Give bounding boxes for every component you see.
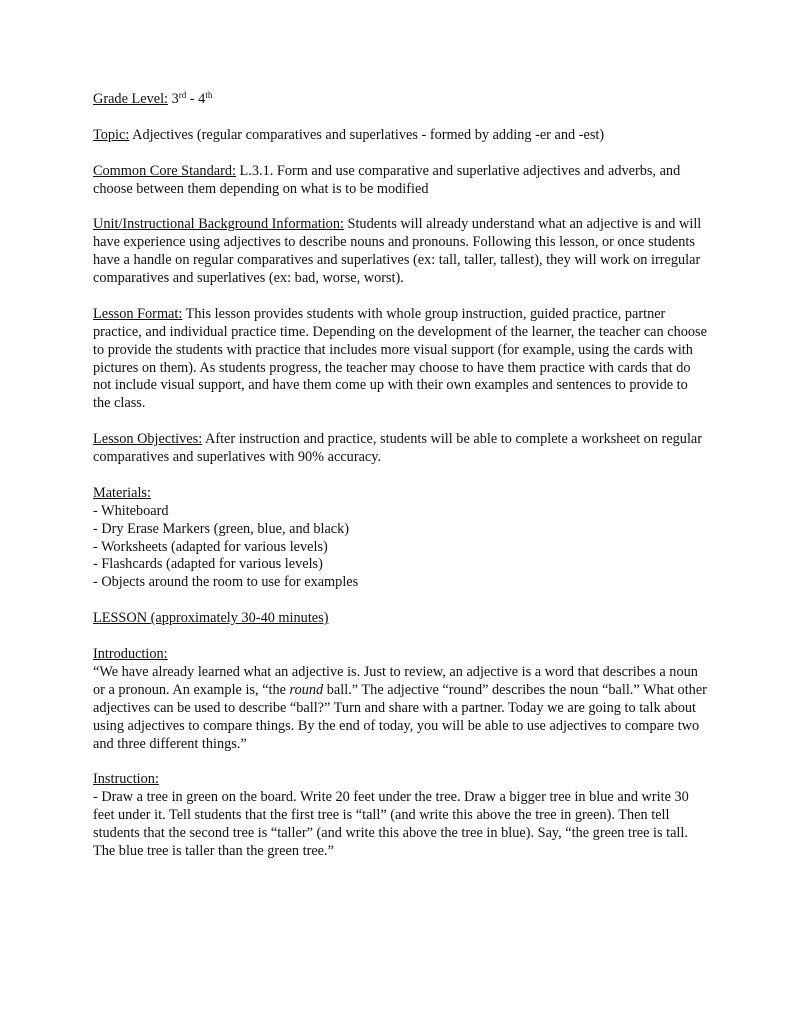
materials-item: - Worksheets (adapted for various levels)	[93, 538, 328, 555]
grade-from: 3	[171, 91, 179, 107]
grade-sep: - 4	[186, 91, 206, 107]
background-paragraph	[93, 216, 708, 288]
grade-to-sup: th	[205, 90, 213, 100]
instruction-label: Instruction:	[93, 771, 159, 788]
topic-text: Adjectives (regular comparatives and superlatives - formed by adding -er and -est)	[129, 126, 605, 143]
format-text: This lesson provides students with whole group instruction, guided practice, partner practice, and individual practice time. Depending on the development of the learner, the teacher can choose to provide the students with practice that includes more visual support (for example, using the cards with pictures on them). As students progress, the teacher may choose to have them practice with cards that do not include visual support, and have them come up with their own examples and sentences to provide to the class.	[93, 305, 707, 412]
grade-level-label: Grade Level:	[93, 91, 169, 107]
introduction-section	[93, 646, 708, 753]
format-label: Lesson Format:	[93, 305, 183, 322]
background-label: Unit/Instructional Background Information:	[93, 216, 344, 233]
objectives-label: Lesson Objectives:	[93, 431, 203, 448]
introduction-text-a: “We have already learned what an adjective is. Just to review, an adjective is a word that describes a noun or a pronoun. An example is, “the	[93, 663, 698, 698]
grade-level-line	[93, 91, 708, 109]
materials-section	[93, 485, 708, 592]
lesson-heading: LESSON (approximately 30-40 minutes)	[93, 610, 329, 627]
materials-item: - Whiteboard	[93, 502, 169, 519]
topic-line	[93, 127, 708, 145]
background-text: Students will already understand what an adjective is and will have experience using adjectives to describe nouns and pronouns. Following this lesson, or once students have a handle on regular comparatives and superlatives (ex: tall, taller, tallest), they will work on irregular comparatives and superlatives (ex: bad, worse, worst).	[93, 216, 702, 287]
objectives-text: After instruction and practice, students will be able to complete a worksheet on regular comparatives and superlatives with 90% accuracy.	[93, 431, 703, 466]
standard-paragraph	[93, 163, 708, 199]
materials-label: Materials:	[93, 484, 151, 501]
introduction-label: Introduction:	[93, 645, 168, 662]
lesson-heading-line	[93, 610, 708, 628]
objectives-paragraph	[93, 431, 708, 467]
standard-text: L.3.1. Form and use comparative and superlative adjectives and adverbs, and choose between them depending on what is to be modified	[93, 162, 681, 197]
grade-from-sup: rd	[178, 90, 187, 100]
introduction-text-b: ball.” The adjective “round” describes the noun “ball.” What other adjectives can be used to describe “ball?” Turn and share with a partner. Today we are going to talk about using adjectives to compare things. By the end of today, you will be able to use adjectives to compare two and three different things.”	[93, 681, 707, 752]
format-paragraph	[93, 306, 708, 413]
materials-item: - Objects around the room to use for examples	[93, 574, 359, 591]
materials-item: - Flashcards (adapted for various levels)	[93, 556, 323, 573]
standard-label: Common Core Standard:	[93, 162, 236, 179]
topic-label: Topic:	[93, 126, 130, 143]
materials-item: - Dry Erase Markers (green, blue, and black)	[93, 520, 350, 537]
instruction-text: - Draw a tree in green on the board. Write 20 feet under the tree. Draw a bigger tree in blue and write 30 feet under it. Tell students that the first tree is “tall” (and write this above the tree in green). Then tell students that the second tree is “taller” (and write this above the tree in blue). Say, “the green tree is tall. The blue tree is taller than the green tree.”	[93, 789, 689, 859]
lesson-plan	[93, 91, 708, 879]
introduction-italic-word: round	[289, 681, 324, 698]
instruction-section	[93, 771, 708, 861]
